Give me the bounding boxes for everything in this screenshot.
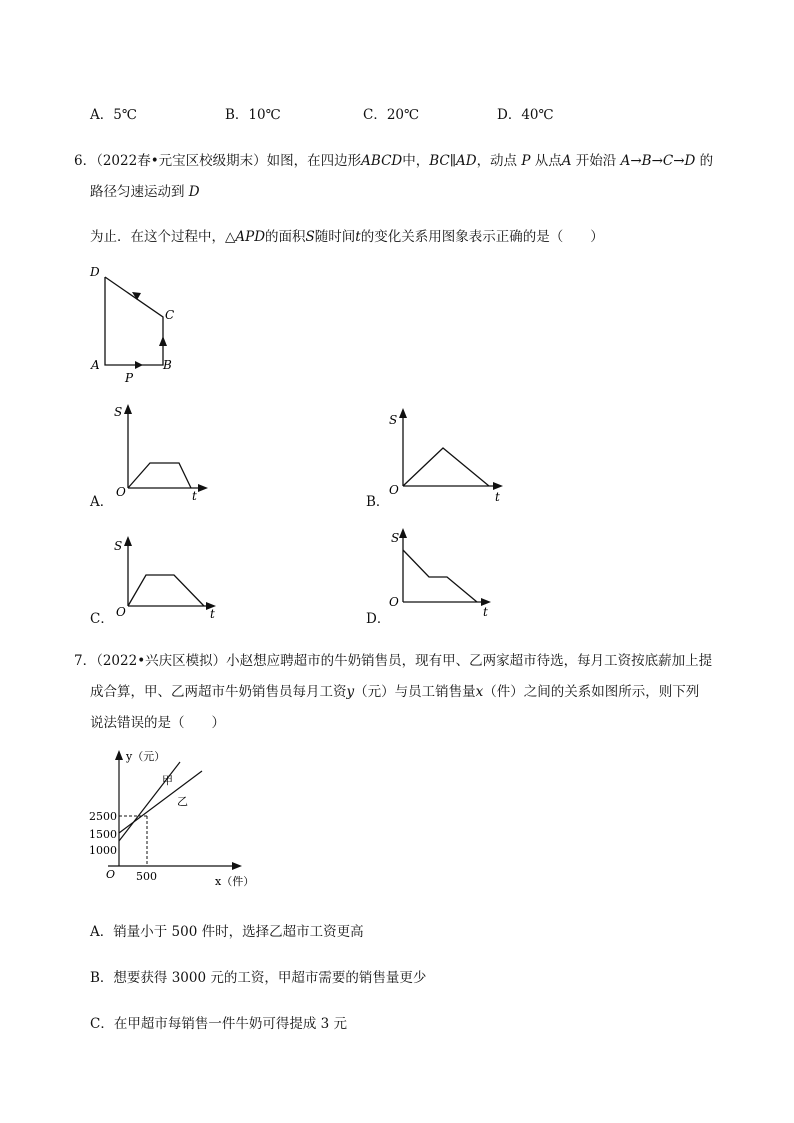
q6-text: （2022春•元宝区校级期末）如图，在四边形 xyxy=(96,153,362,169)
label-a: A xyxy=(91,358,100,372)
tick-1500: 1500 xyxy=(89,828,117,841)
q6-point-p: P xyxy=(521,153,531,169)
line-yi xyxy=(119,771,202,833)
label-yi: 乙 xyxy=(177,795,188,808)
svg-text:O: O xyxy=(116,605,126,619)
q6-text: 中， xyxy=(402,153,430,169)
svg-text:S: S xyxy=(114,405,123,419)
q6-parallel: BC∥AD xyxy=(429,153,477,169)
q6-text: 随时间 xyxy=(314,229,356,245)
q7-text: 成合算，甲、乙两超市牛奶销售员每月工资 xyxy=(90,684,347,700)
label-d: D xyxy=(90,265,100,279)
q7-text: （元）与员工销售量 xyxy=(354,684,476,700)
q6-option-b-label: B． xyxy=(366,494,390,510)
q6-text: 路径匀速运动到 xyxy=(90,184,185,200)
q6-text: ，动点 xyxy=(476,153,518,169)
q7-text: （2022•兴庆区模拟）小赵想应聘超市的牛奶销售员，现有甲、乙两家超市待选，每月工资按底薪加上提 xyxy=(96,653,713,669)
svg-text:t: t xyxy=(495,490,500,504)
option-a-curve xyxy=(128,463,191,488)
q7-x: x xyxy=(475,684,484,700)
arrow-bc xyxy=(159,336,167,346)
tick-500: 500 xyxy=(136,870,157,883)
q6-option-c-graph xyxy=(110,534,225,624)
q6-quadrilateral-figure xyxy=(85,262,195,387)
q6-text: 的变化关系用图象表示正确的是（ ） xyxy=(360,229,604,245)
q6-point-a: A xyxy=(561,153,572,169)
svg-text:t: t xyxy=(192,489,197,502)
q6-path: A→B→C→D xyxy=(620,153,696,169)
q6-s: S xyxy=(305,229,315,245)
q6-text: 开始沿 xyxy=(575,153,617,169)
q7-option-c: C．在甲超市每销售一件牛奶可得提成 3 元 xyxy=(90,1016,348,1032)
svg-text:t: t xyxy=(210,607,215,621)
q5-option-c: C．20℃ xyxy=(363,107,420,123)
q7-option-a: A．销量小于 500 件时，选择乙超市工资更高 xyxy=(90,924,364,940)
q6-line-1 xyxy=(74,149,713,169)
q6-triangle: △APD xyxy=(225,229,266,245)
option-b-curve xyxy=(403,448,489,486)
q6-text: 为止．在这个过程中， xyxy=(90,229,225,245)
y-axis-label: y（元） xyxy=(126,750,166,763)
q6-option-c-label: C． xyxy=(90,611,114,627)
q7-line-3: 说法错误的是（ ） xyxy=(90,715,225,731)
q7-wage-chart xyxy=(88,744,258,894)
label-p: P xyxy=(125,371,134,385)
q6-number: 6． xyxy=(74,153,97,169)
q6-option-d-graph xyxy=(385,526,500,621)
label-b: B xyxy=(163,358,172,372)
svg-text:S: S xyxy=(389,413,398,427)
q6-point-d: D xyxy=(188,184,200,200)
q7-number: 7． xyxy=(74,653,97,669)
label-c: C xyxy=(165,308,175,322)
q6-option-a-label: A． xyxy=(90,494,114,510)
q6-option-d-label: D． xyxy=(366,611,391,627)
svg-text:O: O xyxy=(389,595,399,609)
q6-text: 的 xyxy=(699,153,714,169)
tick-2500: 2500 xyxy=(89,810,117,823)
svg-text:O: O xyxy=(116,485,126,499)
q6-option-b-graph xyxy=(385,406,510,506)
tick-1000: 1000 xyxy=(89,844,117,857)
q7-y: y xyxy=(346,684,355,700)
q5-option-a: A．5℃ xyxy=(90,107,137,123)
arrow-ab xyxy=(135,361,143,369)
q6-text: 的面积 xyxy=(265,229,306,245)
q6-abcd: ABCD xyxy=(361,153,403,169)
q6-line-3 xyxy=(90,225,604,245)
origin-label: O xyxy=(106,868,116,881)
svg-text:t: t xyxy=(483,605,488,619)
q7-line-1 xyxy=(74,649,712,669)
q6-option-a-graph xyxy=(110,402,215,502)
q5-option-d: D．40℃ xyxy=(497,107,554,123)
q7-option-b: B．想要获得 3000 元的工资，甲超市需要的销售量更少 xyxy=(90,970,427,986)
q6-t: t xyxy=(355,229,361,245)
q6-text: 从点 xyxy=(534,153,562,169)
option-c-curve xyxy=(128,575,204,606)
label-jia: 甲 xyxy=(162,774,173,787)
q6-line-2 xyxy=(90,180,200,200)
svg-text:S: S xyxy=(391,531,400,545)
svg-text:S: S xyxy=(114,539,123,553)
svg-text:O: O xyxy=(389,483,399,497)
x-axis-label: x（件） xyxy=(215,875,255,888)
q5-option-b: B．10℃ xyxy=(225,107,281,123)
q7-text: （件）之间的关系如图所示，则下列 xyxy=(483,684,700,700)
option-d-curve xyxy=(403,550,477,602)
quad-edges xyxy=(105,277,163,365)
q7-line-2 xyxy=(90,680,699,700)
